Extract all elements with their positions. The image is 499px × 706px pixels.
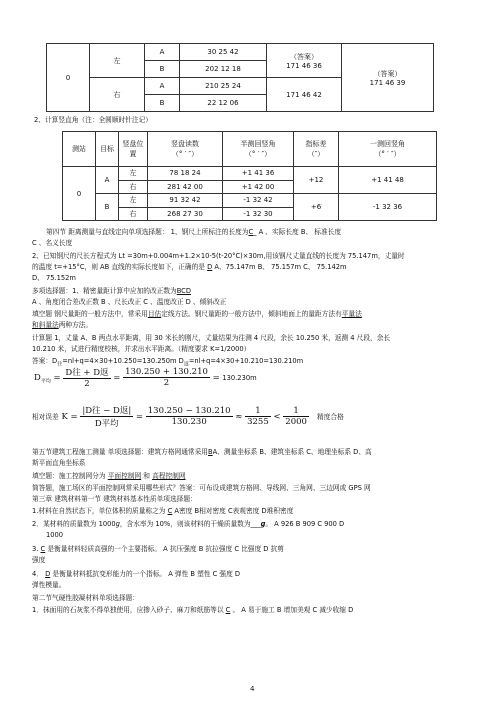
answer-blank: D <box>207 263 213 271</box>
answer-blank: BCD <box>176 287 191 295</box>
answer-blank: D <box>45 570 51 578</box>
half-angle-cell: +1 41 36 <box>223 167 294 181</box>
text-line: 第五节建筑工程施工测量 单项选择题：建筑方格网通常采用BA、测量坐标系 B、建筑坐标系 C、地理坐标系 D、高 <box>32 448 372 456</box>
half-angle-cell: +1 42 00 <box>223 180 294 194</box>
text-line: 第二节气硬性胶凝材料单项选择题： <box>32 594 139 602</box>
vertical-angle-table <box>62 131 437 221</box>
answer-blank: 斜量法 <box>38 321 59 329</box>
answer-blank: 高程控制网 <box>152 472 186 480</box>
index-error-cell: +6 <box>294 194 339 221</box>
target-cell: A <box>145 78 180 95</box>
reading-cell: 30 25 42 <box>180 44 267 61</box>
text-line: 2．某材料的质量数为 1000g，含水率为 10%，则该材料的干燥质量数为___g。 A 926 B 909 C 900 D <box>32 520 345 528</box>
text-line: 弹性模量。 <box>32 581 66 589</box>
target-cell: B <box>145 61 180 78</box>
target-cell: B <box>145 95 180 112</box>
answer-label: （答案） <box>373 69 402 78</box>
text-line: 第四节 距离测量与直线定向单项选择题： 1、钢尺上所标注的长度为C_ A 、实际长度 B、 标准长度 <box>46 228 342 236</box>
text-line: 多项选择题：1、精密量距计算中应加的改正数为BCD <box>32 287 191 295</box>
reading-cell: 202 12 18 <box>180 61 267 78</box>
reading-cell: 268 27 30 <box>148 207 223 221</box>
text-line: 强度 <box>32 556 46 564</box>
formula-relative-error: 相对误差 K = |D往 − D返| D平均 = $\frac{130.250 - 130.210}{130.230}$ ≈ $\frac{1}{3255}$ < $\frac{1}{2000}$ 精度合格 <box>32 406 344 429</box>
text-line: D、 75.152m <box>32 274 76 282</box>
header-cell: 竖盘读数 （° ′ ″） <box>148 132 223 167</box>
index-error-cell: +12 <box>294 167 339 194</box>
section-heading: 2、计算竖直角（注：全圆顺时针注记） <box>34 116 152 124</box>
half-angle-value: 171 46 36 <box>286 61 322 70</box>
formula-average: $D_{平均}$ = D往 + D返 2 = $\frac{130.250 + 130.210}{2}$ = 130.230m <box>34 367 257 389</box>
station-cell: 0 <box>47 44 90 112</box>
text-line: 和斜量法两种方法。 <box>32 321 93 329</box>
reading-cell: 22 12 06 <box>180 95 267 112</box>
answer-label: （答案） <box>290 52 318 61</box>
text-line: 计算题 1，丈量 A、B 两点水平距离，用 30 米长的刚尺，丈量结果为往测 4 尺段，余长 10.250 米，返测 4 尺段，余长 <box>32 334 391 342</box>
reading-cell: 91 32 42 <box>148 194 223 208</box>
full-angle-cell: +1 41 48 <box>339 167 437 194</box>
header-cell: 指标差 （″） <box>294 132 339 167</box>
position-cell: 左 <box>119 194 148 208</box>
answer-blank: C <box>248 228 254 236</box>
position-cell: 右 <box>119 207 148 221</box>
text-line: 简答题，施工场区的平面控制网常采用哪些形式？答案：可布设成建筑方格网、导线网、三角网、三边网或 GPS 网 <box>32 484 371 492</box>
text-line: 第三章 建筑材料第一节 建筑材料基本性质单项选择题： <box>32 495 197 503</box>
half-angle-cell: -1 32 42 <box>223 194 294 208</box>
text-line: 3. C 是衡量材料轻质高强的一个主要指标。 A 抗压强度 B 抗拉强度 C 比强度 D 抗剪 <box>32 545 284 553</box>
text-line: 答案：$D_往=nl+q=4\times 30+10.250=130.250m$ $D_返=nl+q=4\times 30+10.210=130.210m$ <box>32 357 304 368</box>
answer-blank: C <box>225 606 231 614</box>
answer-blank: 平量法 <box>341 310 362 318</box>
text-line: 1．抹面用的石灰浆不得单独使用，应掺入砂子、麻刀和纸筋等以 C 。 A 易于施工 B 增加美观 C 减少收缩 D <box>32 606 354 614</box>
header-cell: 测站 <box>63 132 96 167</box>
face-right-cell: 右 <box>90 78 145 112</box>
text-line: 4． D 是衡量材料抵抗变形能力的一个指标。 A 弹性 B 塑性 C 强度 D <box>32 570 241 578</box>
position-cell: 左 <box>119 167 148 181</box>
half-angle-cell: -1 32 30 <box>223 207 294 221</box>
answer-blank: C <box>40 545 46 553</box>
text-line: 2、已知钢尺的尺长方程式为 Lt =30m+0.004m+1.2×10-5(t-20°C)×30m,用该钢尺丈量直线的长度为 75.147m，丈量时 <box>32 252 405 260</box>
text-line: 填空题：施工控制网分为 平面控制网 和 高程控制网 <box>32 472 186 480</box>
target-cell: A <box>145 44 180 61</box>
header-cell: 半测回竖角 （° ′ ″） <box>223 132 294 167</box>
text-line: 填空题 钢尺量距的一般方法中，常采用目估定线方法。钢尺量距的一般方法中，倾斜地面上的量距方法有平量法 <box>32 310 362 318</box>
text-line: C 、名义长度 <box>32 239 73 247</box>
text-line: 1000 <box>46 531 64 539</box>
target-cell: B <box>96 194 119 221</box>
reading-cell: 78 18 24 <box>148 167 223 181</box>
text-line: 1.材料在自然状态下，单位体积的质量称之为 C A密度 B相对密度 C表观密度 D堆积密度 <box>32 507 294 515</box>
average-angle-value: 171 46 39 <box>369 78 406 87</box>
text-line: A 、角度闭合差改正数 B 、尺长改正 C 、温度改正 D 、倾斜改正 <box>32 298 227 306</box>
header-cell: 竖盘位置 <box>119 132 148 167</box>
horizontal-angle-table <box>46 43 434 112</box>
full-angle-cell: -1 32 36 <box>339 194 437 221</box>
target-cell: A <box>96 167 119 194</box>
text-line: 的温度 t=+15°C，则 AB 直线的实际长度如下，正确的是 D A、75.147m B、 75.157m C、 75.142m <box>32 263 347 271</box>
text-line: 10.210 米，试进行精度校核，并求出水平距离。（精度要求 K=1/2000） <box>32 345 251 353</box>
reading-cell: 210 25 24 <box>180 78 267 95</box>
page-number: 4 <box>250 685 255 693</box>
reading-cell: 281 42 00 <box>148 180 223 194</box>
answer-blank: 平面控制网 <box>107 472 142 480</box>
station-cell: 0 <box>63 167 96 221</box>
half-angle-cell <box>267 44 342 78</box>
header-cell: 目标 <box>96 132 119 167</box>
header-cell: 一测回竖角 （° ′ ″） <box>339 132 437 167</box>
answer-blank: C <box>167 507 173 515</box>
position-cell: 右 <box>119 180 148 194</box>
answer-blank: 目估 <box>147 310 162 318</box>
half-angle-value: 171 46 42 <box>267 78 342 112</box>
average-angle-cell <box>342 44 434 112</box>
face-left-cell: 左 <box>90 44 145 78</box>
text-line: 斯平面直角坐标系 <box>32 459 86 467</box>
answer-blank: B <box>208 448 213 456</box>
